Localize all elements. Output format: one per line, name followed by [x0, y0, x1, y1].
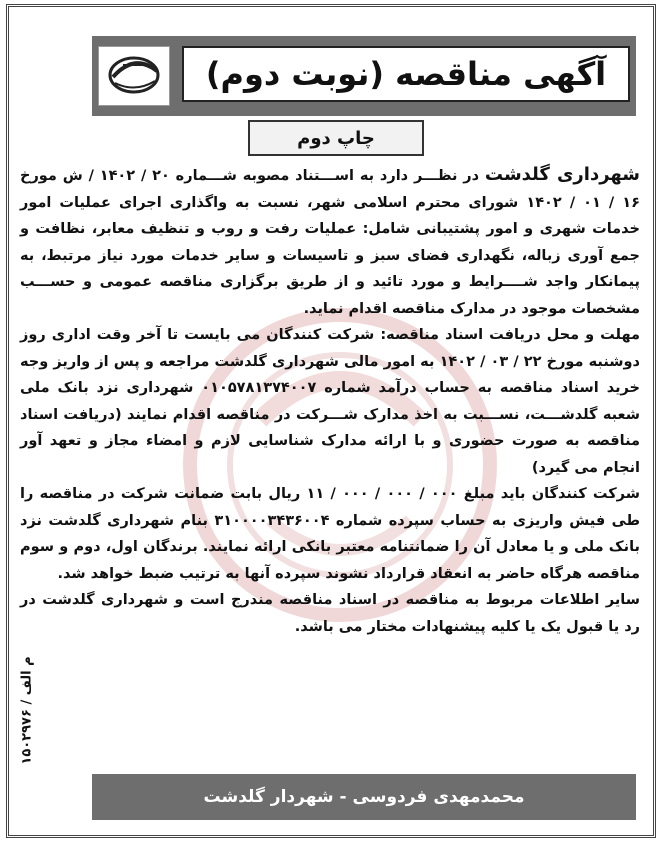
paragraph-deadline: مهلت و محل دریافت اسناد مناقصه: شرکت کنندگان می بایست تا آخر وقت اداری روز دوشنبه مورخ ۲۲ / ۰۳ / ۱۴۰۲ به امور مالی شهرداری گلدشت مراجعه و پس از واریز وجه خرید اسناد مناقصه به حساب درآمد شماره ۰۱۰۵۷۸۱۳۷۴۰۰۷ شهرداری نزد بانک ملی شعبه گلدشـــت، نســـبت به اخذ مدارک شـــرکت در مناقصه اقدام نمایند (دریافت اسناد مناقصه به صورت حضوری و با ارائه مدارک شناسایی لازم و امضاء مجاز و تعهد آور انجام می گیرد): [20, 327, 640, 476]
footer-signature-band: [92, 774, 636, 820]
reference-code-text: م الف / ۱۵۰۲۹۷۶: [19, 655, 35, 765]
signature-text: محمدمهدی فردوسی - شهردار گلدشت: [203, 787, 525, 807]
paragraph-1-text: در نظـــر دارد به اســـتناد مصوبه شـــماره ۲۰ / ۱۴۰۲ / ش مورخ ۱۶ / ۰۱ / ۱۴۰۲ شورای محترم اسلامی شهر، نسبت به واگذاری اجرای عملیات امور خدمات شهری و امور پشتیبانی شامل: عملیات رفت و روب و تنظیف معابر، نظافت و جمع آوری زباله، نگهداری فضای سبز و تاسیسات و سایر خدمات مورد نیاز مرتبط، به پیمانکار واجد شــــرایط و مورد تائید و از طریق برگزاری مناقصه عمومی و حســـب مشخصات موجود در مدارک مناقصه اقدام نماید.: [20, 168, 640, 317]
side-reference-code: [14, 640, 40, 780]
municipality-logo-icon: [98, 46, 170, 106]
notice-body: [20, 162, 640, 640]
print-badge: چاپ دوم: [248, 120, 424, 156]
paragraph-other-info: سایر اطلاعات مربوط به مناقصه در اسناد مناقصه مندرج است و شهرداری گلدشت در رد یا قبول یک یا کلیه پیشنهادات مختار می باشد.: [20, 592, 640, 635]
paragraph-guarantee: شرکت کنندگان باید مبلغ ۰۰۰ / ۰۰۰ / ۰۰۰ / ۱۱ ریال بابت ضمانت شرکت در مناقصه را طی فیش واریزی به حساب سپرده شماره ۳۱۰۰۰۰۳۴۳۶۰۰۴ بنام شهرداری گلدشت نزد بانک ملی و یا معادل آن را ضمانتنامه معتبر بانکی ارائه نمایند. برندگان اول، دوم و سوم مناقصه هرگاه حاضر به انعقاد قرارداد نشوند سپرده آنها به ترتیب ضبط خواهد شد.: [20, 486, 640, 582]
paragraph-intro: [20, 162, 640, 322]
notice-title: آگهی مناقصه (نوبت دوم): [182, 46, 630, 102]
organization-name: شهرداری گلدشت: [484, 164, 640, 185]
